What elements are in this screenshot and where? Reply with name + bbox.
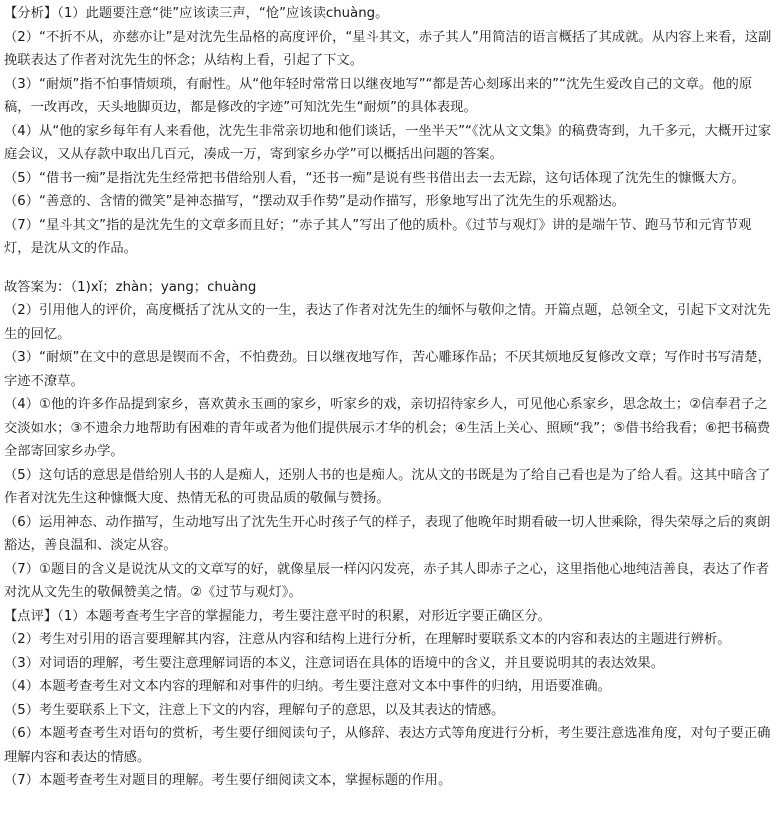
analysis-item-3: （3）“耐烦”指不怕事情烦琐，有耐性。从“他年轻时常常日以继夜地写”“都是苦心刻琢出来的”“沈先生爱改自己的文章。他的原稿，一改再改，天头地脚页边，都是修改的字迹”可知沈先生“耐烦”的具体表现。 [4,76,753,115]
analysis-heading: 【分析】 [4,6,58,21]
answer-item-3: （3）“耐烦”在文中的意思是锲而不舍，不怕费劲。日以继夜地写作，苦心雕琢作品；不厌其烦地反复修改文章；写作时书写清楚，字迹不潦草。 [4,350,771,389]
analysis-item-6: （6）“善意的、含情的微笑”是神态描写，“摆动双手作势”是动作描写，形象地写出了沈先生的乐观豁达。 [4,194,626,209]
section-gap [4,261,776,276]
comment-item-3: （3）对词语的理解，考生要注意理解词语的本义，注意词语在具体的语境中的含义，并且要说明其的表达效果。 [4,655,665,671]
answer-item-6: （6）运用神态、动作描写，生动地写出了沈先生开心时孩子气的样子，表现了他晚年时期看破一切人世乘除，得失荣辱之后的爽朗豁达，善良温和、淡定从容。 [4,514,771,553]
analysis-item-4: （4）从“他的家乡每年有人来看他，沈先生非常亲切地和他们谈话，一坐半天”“《沈从文文集》的稿费寄到，九千多元，大概开过家庭会议，又从存款中取出几百元，凑成一万，寄到家乡办学”可以概括出问题的答案。 [4,123,772,162]
comment-section [4,605,776,793]
analysis-item-1: 【分析】（1）此题要注意“徙”应该读三声，“怆”应该读chuàng。 [4,6,389,21]
comment-item-2: （2）考生对引用的语言要理解其内容，注意从内容和结构上进行分析，在理解时要联系文本的内容和表达的主题进行辨析。 [4,632,731,647]
answer-item-7: （7）①题目的含义是说沈从文的文章写的好，就像星辰一样闪闪发亮，赤子其人即赤子之心，这里指他心地纯洁善良，表达了作者对沈从文先生的敬佩赞美之情。②《过节与观灯》。 [4,561,770,600]
answer-item-5: （5）这句话的意思是借给别人书的人是痴人，还别人书的也是痴人。沈从文的书既是为了给自己看也是为了给人看。这其中暗含了作者对沈先生这种慷慨大度、热情无私的可贵品质的敬佩与赞扬。 [4,467,771,506]
analysis-section [4,2,776,261]
analysis-item-5: （5）“借书一痴”是指沈先生经常把书借给别人看，“还书一痴”是说有些书借出去一去无踪，这句话体现了沈先生的慷慨大方。 [4,170,745,186]
analysis-item-7: （7）“星斗其文”指的是沈先生的文章多而且好；“赤子其人”写出了他的质朴。《过节与观灯》讲的是端午节、跑马节和元宵节观灯，是沈从文的作品。 [4,217,752,256]
comment-heading: 【点评】 [4,608,58,624]
comment-item-4: （4）本题考查考生对文本内容的理解和对事件的归纳。考生要注意对文本中事件的归纳，用语要准确。 [4,679,611,694]
answer-item-4: （4）①他的许多作品提到家乡，喜欢黄永玉画的家乡，听家乡的戏，亲切招待家乡人，可见他心系家乡，思念故土；②信奉君子之交淡如水；③不遗余力地帮助有困难的青年或者为他们提供展示才华的机会；④生活上关心、照顾“我”；⑤借书给我看；⑥把书稿费全部寄回家乡办学。 [4,397,771,459]
comment-item-6: （6）本题考查考生对语句的赏析，考生要仔细阅读句子，从修辞、表达方式等角度进行分析，考生要注意选准角度，对句子要正确理解内容和表达的情感。 [4,726,771,765]
comment-item-1: 【点评】（1）本题考查考生字音的掌握能力，考生要注意平时的积累，对形近字要正确区分。 [4,608,551,624]
analysis-item-2: （2）“不折不从，亦慈亦让”是对沈先生品格的高度评价，“星斗其文，赤子其人”用简洁的语言概括了其成就。从内容上来看，这副挽联表达了作者对沈先生的怀念；从结构上看，引起了下文。 [4,29,772,68]
answer-section [4,276,776,605]
comment-item-7: （7）本题考查考生对题目的理解。考生要仔细阅读文本，掌握标题的作用。 [4,773,452,788]
answer-item-2: （2）引用他人的评价，高度概括了沈从文的一生，表达了作者对沈先生的缅怀与敬仰之情。开篇点题，总领全文，引起下文对沈先生的回忆。 [4,303,771,342]
answer-item-1: 故答案为：（1)xǐ；zhàn；yang；chuàng [4,279,257,295]
comment-item-5: （5）考生要联系上下文，注意上下文的内容，理解句子的意思，以及其表达的情感。 [4,702,505,718]
